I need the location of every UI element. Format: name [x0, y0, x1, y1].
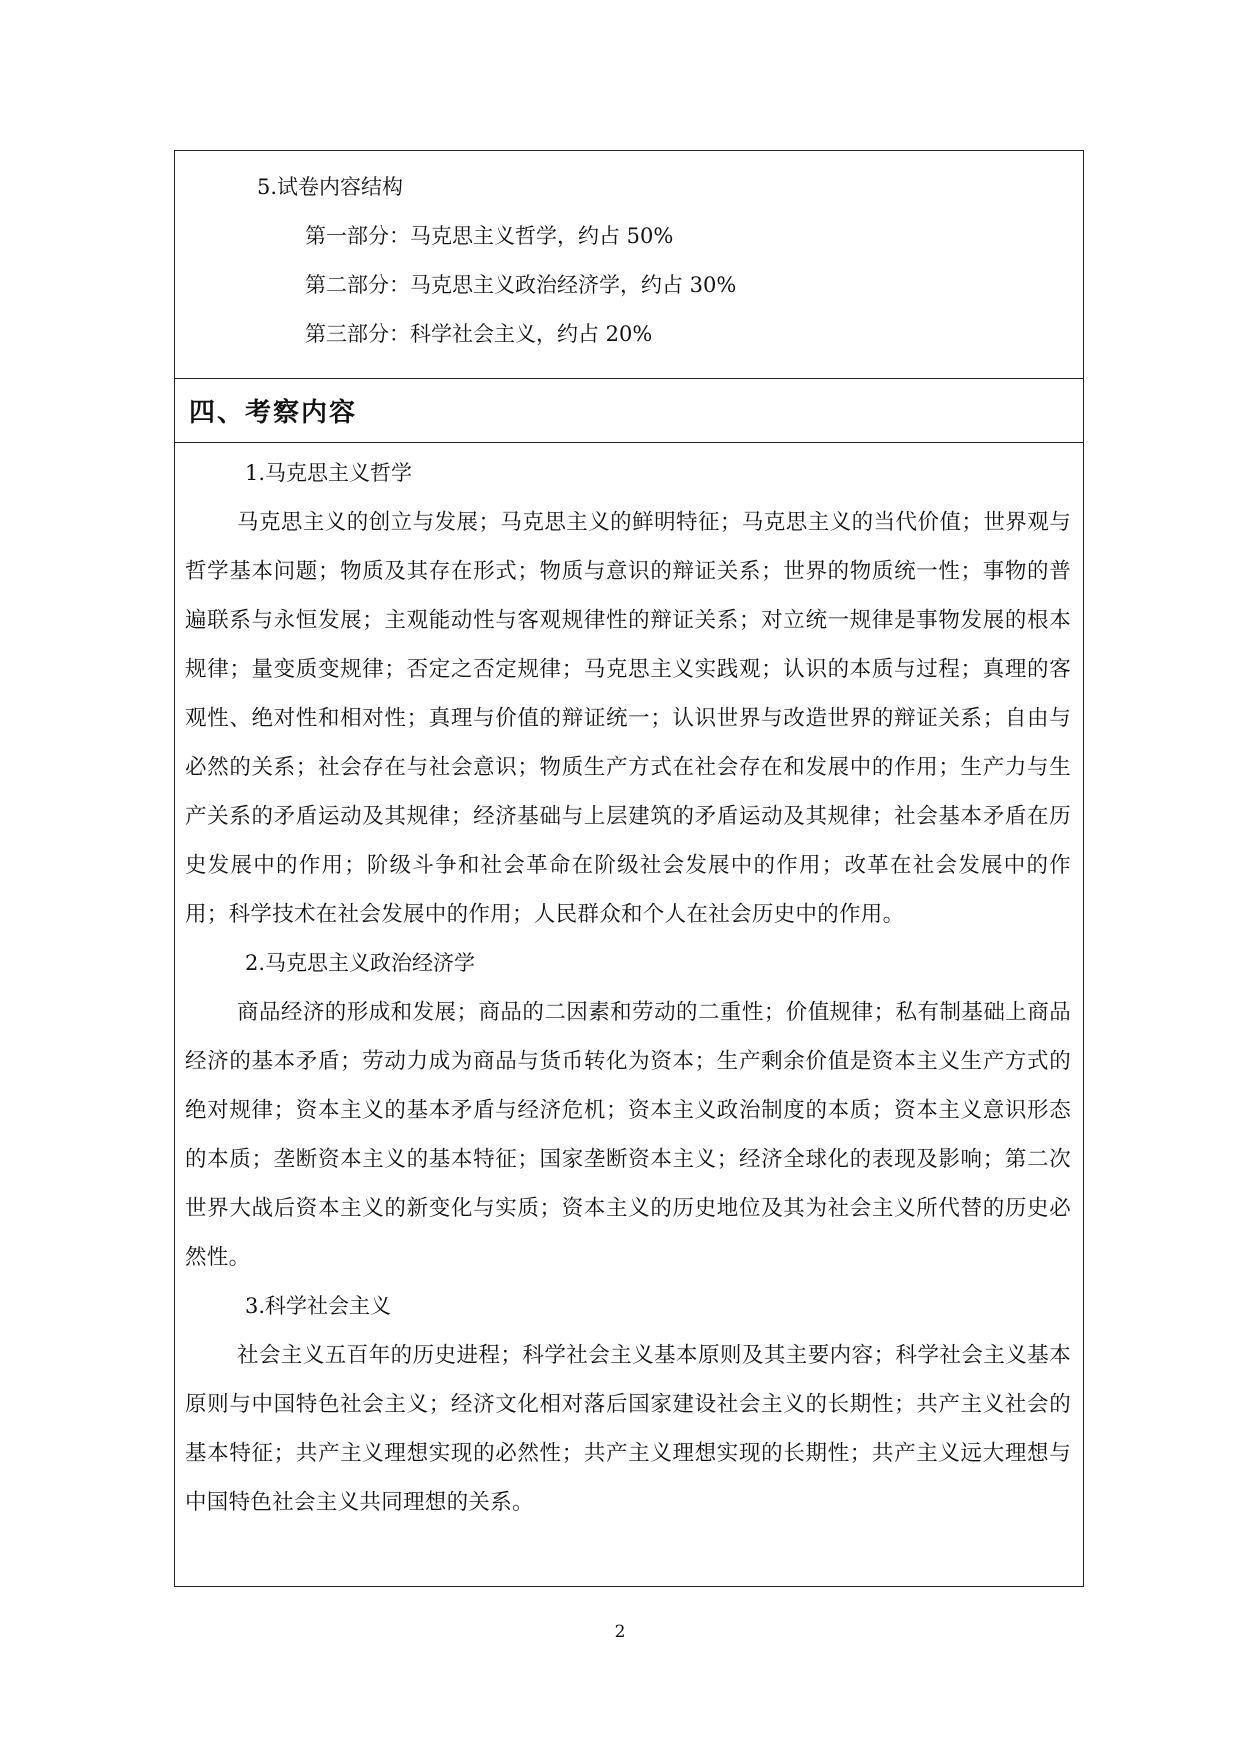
page-number: 2: [614, 1622, 626, 1642]
topic-title-philosophy: 1.马克思主义哲学: [245, 461, 413, 485]
section-heading-row: [175, 379, 1083, 443]
structure-part-3: 第三部分：科学社会主义，约占 20%: [305, 322, 653, 346]
topic-content-political-economy: 商品经济的形成和发展；商品的二因素和劳动的二重性；价值规律；私有制基础上商品经济的基本矛盾；劳动力成为商品与货币转化为资本；生产剩余价值是资本主义生产方式的绝对规律；资本主义的基本矛盾与经济危机；资本主义政治制度的本质；资本主义意识形态的本质；垄断资本主义的基本特征；国家垄断资本主义；经济全球化的表现及影响；第二次世界大战后资本主义的新变化与实质；资本主义的历史地位及其为社会主义所代替的历史必然性。: [185, 1000, 1071, 1270]
structure-title: 5.试卷内容结构: [257, 175, 404, 199]
topic-title-scientific-socialism: 3.科学社会主义: [245, 1294, 392, 1318]
section-heading: 四、考察内容: [189, 398, 358, 428]
exam-structure-section: [175, 151, 1083, 379]
topic-title-political-economy: 2.马克思主义政治经济学: [245, 951, 476, 975]
topic-content-scientific-socialism: 社会主义五百年的历史进程；科学社会主义基本原则及其主要内容；科学社会主义基本原则与中国特色社会主义；经济文化相对落后国家建设社会主义的长期性；共产主义社会的基本特征；共产主义理想实现的必然性；共产主义理想实现的长期性；共产主义远大理想与中国特色社会主义共同理想的关系。: [185, 1343, 1071, 1515]
structure-part-2: 第二部分：马克思主义政治经济学，约占 30%: [305, 273, 737, 297]
exam-content-section: [175, 443, 1083, 1586]
structure-part-1: 第一部分：马克思主义哲学，约占 50%: [305, 224, 674, 248]
topic-content-philosophy: 马克思主义的创立与发展；马克思主义的鲜明特征；马克思主义的当代价值；世界观与哲学基本问题；物质及其存在形式；物质与意识的辩证关系；世界的物质统一性；事物的普遍联系与永恒发展；主观能动性与客观规律性的辩证关系；对立统一规律是事物发展的根本规律；量变质变规律；否定之否定规律；马克思主义实践观；认识的本质与过程；真理的客观性、绝对性和相对性；真理与价值的辩证统一；认识世界与改造世界的辩证关系；自由与必然的关系；社会存在与社会意识；物质生产方式在社会存在和发展中的作用；生产力与生产关系的矛盾运动及其规律；经济基础与上层建筑的矛盾运动及其规律；社会基本矛盾在历史发展中的作用；阶级斗争和社会革命在阶级社会发展中的作用；改革在社会发展中的作用；科学技术在社会发展中的作用；人民群众和个人在社会历史中的作用。: [185, 510, 1071, 927]
document-table: [174, 150, 1084, 1587]
